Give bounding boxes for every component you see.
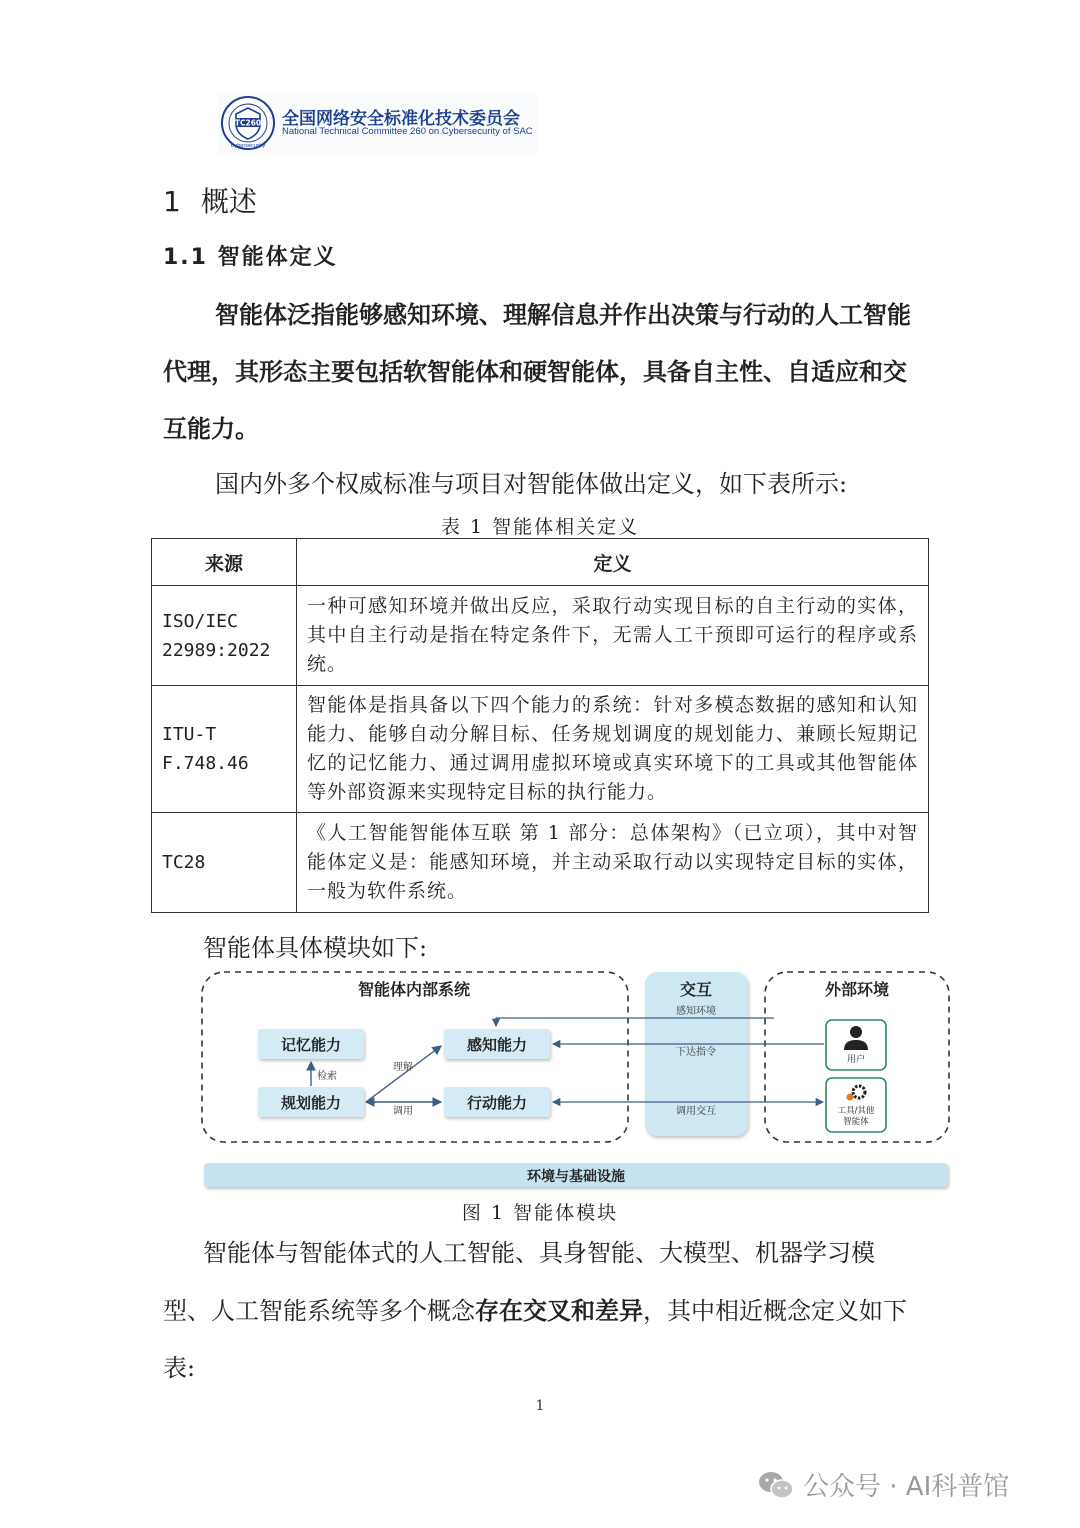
table-header-row xyxy=(152,539,929,586)
subsection-heading xyxy=(163,240,338,271)
agent-module-diagram xyxy=(196,966,956,1196)
table-row xyxy=(152,686,929,813)
related-concepts-paragraph: 智能体与智能体式的人工智能、具身智能、大模型、机器学习模型、人工智能系统等多个概念存在交叉和差异，其中相近概念定义如下表: xyxy=(163,1239,907,1382)
table-cell-source: ITU-T F.748.46 xyxy=(152,686,297,813)
action-label: 行动能力 xyxy=(466,1094,528,1112)
definition-paragraph: 智能体泛指能够感知环境、理解信息并作出决策与行动的人工智能代理，其形态主要包括软智能体和硬智能体，具备自主性、自适应和交互能力。 xyxy=(163,300,911,443)
subsection-title: 智能体定义 xyxy=(217,245,338,270)
understand-label: 理解 xyxy=(393,1062,413,1073)
emphasis-text: 存在交叉和差异 xyxy=(475,1296,643,1325)
section-number: 1 xyxy=(163,185,181,218)
retrieve-label: 检索 xyxy=(317,1071,337,1082)
invoke-interaction-label: 调用交互 xyxy=(676,1106,716,1117)
table-cell-definition: 《人工智能智能体互联 第 1 部分：总体架构》（已立项），其中对智能体定义是：能感知环境，并主动采取行动以实现特定目标的实体，一般为软件系统。 xyxy=(297,813,929,913)
tools-label-line2: 智能体 xyxy=(843,1117,869,1127)
table-cell-source: ISO/IEC 22989:2022 xyxy=(152,586,297,686)
internal-system-title: 智能体内部系统 xyxy=(357,980,471,999)
section-title: 概述 xyxy=(200,185,257,218)
perception-label: 感知能力 xyxy=(466,1036,528,1054)
table-cell-source: TC28 xyxy=(152,813,297,913)
figure-caption: 图 1 智能体模块 xyxy=(461,1202,619,1224)
planning-label: 规划能力 xyxy=(280,1094,342,1112)
memory-label: 记忆能力 xyxy=(280,1036,342,1054)
issue-command-label: 下达指令 xyxy=(676,1047,716,1058)
table-cell-definition: 一种可感知环境并做出反应，采取行动实现目标的自主行动的实体，其中自主行动是指在特定条件下，无需人工干预即可运行的程序或系统。 xyxy=(297,586,929,686)
tools-label-line1: 工具/其他 xyxy=(837,1106,875,1116)
table-caption: 表 1 智能体相关定义 xyxy=(440,516,640,538)
table-intro-paragraph: 国内外多个权威标准与项目对智能体做出定义，如下表所示: xyxy=(215,470,848,498)
user-label: 用户 xyxy=(846,1055,866,1065)
table-cell-definition: 智能体是指具备以下四个能力的系统：针对多模态数据的感知和认知能力、能够自动分解目标、任务规划调度的规划能力、兼顾长短期记忆的记忆能力、通过调用虚拟环境或真实环境下的工具或其他智能体等外部资源来实现特定目标的执行能力。 xyxy=(297,686,929,813)
wechat-icon xyxy=(757,1469,795,1501)
external-environment-title: 外部环境 xyxy=(824,980,890,999)
modules-intro-paragraph: 智能体具体模块如下: xyxy=(203,934,428,962)
svg-text:Cybersecurity: Cybersecurity xyxy=(230,143,266,149)
page-number: 1 xyxy=(535,1398,545,1414)
table-header-definition: 定义 xyxy=(297,539,929,586)
table-row xyxy=(152,813,929,913)
infrastructure-label: 环境与基础设施 xyxy=(527,1169,625,1185)
table-row xyxy=(152,586,929,686)
watermark xyxy=(757,1466,1009,1503)
table-header-source: 来源 xyxy=(152,539,297,586)
section-heading xyxy=(163,180,257,220)
svg-text:TC260: TC260 xyxy=(234,118,262,128)
interaction-title: 交互 xyxy=(679,980,713,999)
understand-arrow xyxy=(366,1046,441,1102)
org-name-cn: 全国网络安全标准化技术委员会 xyxy=(282,109,520,129)
subsection-number: 1.1 xyxy=(163,245,208,270)
definitions-table xyxy=(151,538,929,913)
watermark-text: 公众号 · AI科普馆 xyxy=(803,1472,1010,1502)
invoke-label: 调用 xyxy=(393,1106,413,1117)
org-name-en: National Technical Committee 260 on Cybersecurity of SAC xyxy=(282,126,533,137)
sense-env-label: 感知环境 xyxy=(676,1006,716,1017)
